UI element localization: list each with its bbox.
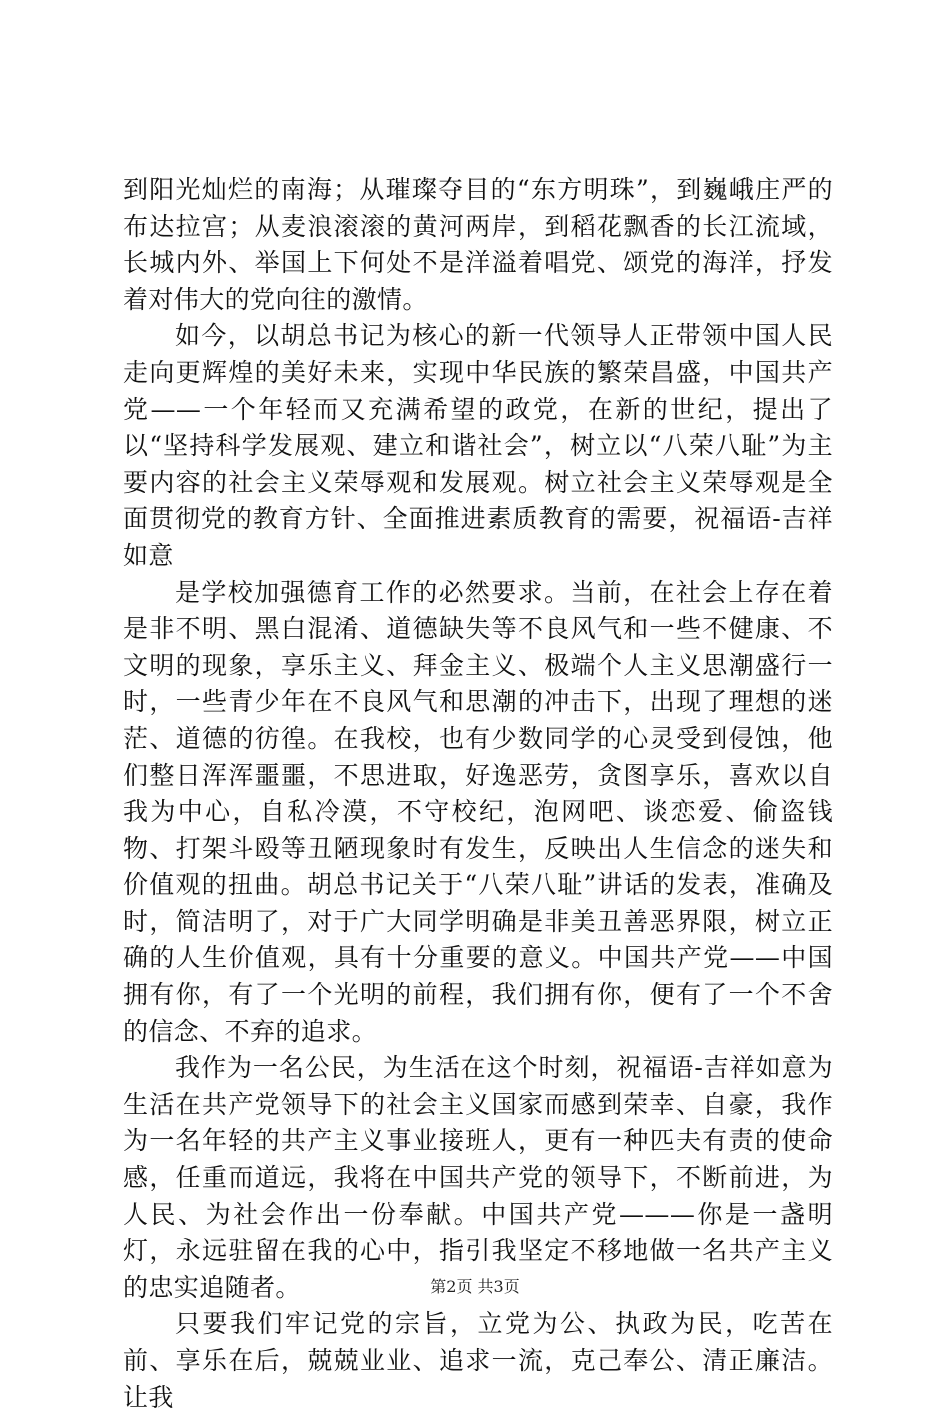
paragraph-5: 只要我们牢记党的宗旨，立党为公、执政为民，吃苦在前、享乐在后，兢兢业业、追求一流，克己奉公、清正廉洁。让我 — [123, 1309, 833, 1412]
paragraph-1: 到阳光灿烂的南海；从璀璨夺目的“东方明珠”，到巍峨庄严的布达拉宫；从麦浪滚滚的黄河两岸，到稻花飘香的长江流域，长城内外、举国上下何处不是洋溢着唱党、颂党的海洋，抒发着对伟大的党向往的激情。 — [123, 175, 833, 314]
body-text — [123, 172, 833, 1416]
page-footer: 第2页 共3页 — [430, 1277, 520, 1296]
paragraph-3: 是学校加强德育工作的必然要求。当前，在社会上存在着是非不明、黑白混淆、道德缺失等不良风气和一些不健康、不文明的现象，享乐主义、拜金主义、极端个人主义思潮盛行一时，一些青少年在不良风气和思潮的冲击下，出现了理想的迷茫、道德的彷徨。在我校，也有少数同学的心灵受到侵蚀，他们整日浑浑噩噩，不思进取，好逸恶劳，贪图享乐，喜欢以自我为中心，自私冷漠，不守校纪，泡网吧、谈恋爱、偷盗钱物、打架斗殴等丑陋现象时有发生，反映出人生信念的迷失和价值观的扭曲。胡总书记关于“八荣八耻”讲话的发表，准确及时，简洁明了，对于广大同学明确是非美丑善恶界限，树立正确的人生价值观，具有十分重要的意义。中国共产党——中国拥有你，有了一个光明的前程，我们拥有你，便有了一个不舍的信念、不弃的追求。 — [123, 577, 833, 1046]
paragraph-4: 我作为一名公民，为生活在这个时刻，祝福语-吉祥如意为生活在共产党领导下的社会主义国家而感到荣幸、自豪，我作为一名年轻的共产主义事业接班人，更有一种匹夫有责的使命感，任重而道远，我将在中国共产党的领导下，不断前进，为人民、为社会作出一份奉献。中国共产党———你是一盏明灯，永远驻留在我的心中，指引我坚定不移地做一名共产主义的忠实追随者。 — [123, 1053, 833, 1302]
paragraph-2: 如今，以胡总书记为核心的新一代领导人正带领中国人民走向更辉煌的美好未来，实现中华民族的繁荣昌盛，中国共产党——一个年轻而又充满希望的政党，在新的世纪，提出了以“坚持科学发展观、建立和谐社会”，树立以“八荣八耻”为主要内容的社会主义荣辱观和发展观。树立社会主义荣辱观是全面贯彻党的教育方针、全面推进素质教育的需要，祝福语-吉祥如意 — [123, 321, 833, 570]
